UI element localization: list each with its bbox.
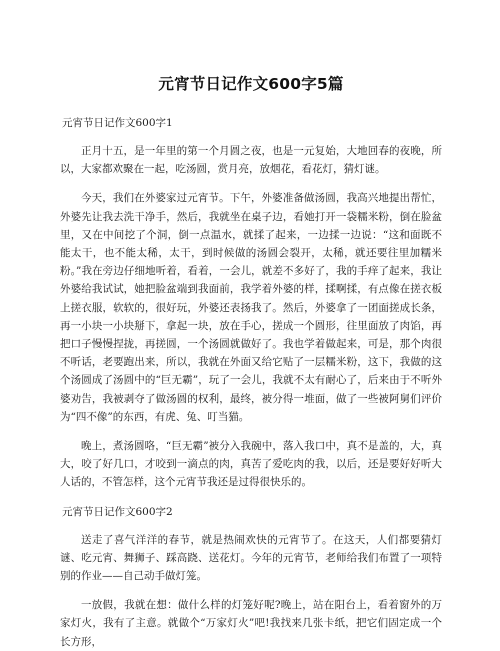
section-heading: 元宵节日记作文600字1 — [62, 117, 173, 129]
paragraph: 正月十五，是一年里的第一个月圆之夜，也是一元复始，大地回春的夜晚，所以，大家都欢聚在一起，吃汤圆，赏月亮，放烟花，看花灯，猜灯谜。 — [60, 145, 442, 176]
section-heading: 元宵节日记作文600字2 — [62, 505, 173, 518]
paragraph: 晚上，煮汤圆咯，“巨无霸”被分入我碗中，落入我口中，真不是盖的，大，真大，咬了好几口，才咬到一滴点的肉，真苦了爱吃肉的我，以后，还是要好好听大人话的，不管怎样，这个元宵节我还是过得很快乐的。 — [60, 440, 442, 489]
section-2 — [60, 503, 442, 651]
document-title: 元宵节日记作文600字5篇 — [158, 75, 344, 93]
paragraph: 一放假，我就在想：做什么样的灯笼好呢?晚上，站在阳台上，看着窗外的万家灯火，我有了主意。就做个“万家灯火”吧!我找来几张卡纸，把它们固定成一个长方形， — [60, 599, 442, 648]
paragraph: 送走了喜气洋洋的春节，就是热闹欢快的元宵节了。在这天，人们都要猜灯谜、吃元宵、舞狮子、踩高跷、送花灯。今年的元宵节，老师给我们布置了一项特别的作业——自己动手做灯笼。 — [60, 533, 442, 583]
section-1 — [60, 114, 442, 492]
paragraph: 今天，我们在外婆家过元宵节。下午，外婆准备做汤圆，我高兴地提出帮忙，外婆先让我去洗干净手，然后，我就坐在桌子边，看她打开一袋糯米粉，倒在脸盆里，又在中间挖了个洞，倒一点温水，就揉了起来，一边揉一边说：“这和面既不能太干，也不能太稀，太干，到时候做的汤圆会裂开，太稀，就还要往里加糯米粉。”我在旁边仔细地听着，看着，一会儿，就差不多好了，我的手痒了起来，我让外婆给我试试，她把脸盆端到我面前，我学着外婆的样，揉啊揉，有点像在搓衣板上搓衣服，软软的，很好玩，外婆还表扬我了。然后，外婆拿了一团面搓成长条，再一小块一小块掰下，拿起一块，放在手心，搓成一个圆形，往里面放了肉馅，再把口子慢慢捏拢，再搓圆，一个汤圆就做好了。我也学着做起来，可是，那个肉很不听话，老要跑出来，所以，我就在外面又给它贴了一层糯米粉，这下，我做的这个汤圆成了汤圆中的“巨无霸”，玩了一会儿，我就不太有耐心了，后来由于不听外婆劝告，我被剥夺了做汤圆的权利，最终，被分得一堆面，做了一些被阿舅们评价为“四不像”的东西，有虎、兔、叮当猫。 — [60, 192, 442, 423]
